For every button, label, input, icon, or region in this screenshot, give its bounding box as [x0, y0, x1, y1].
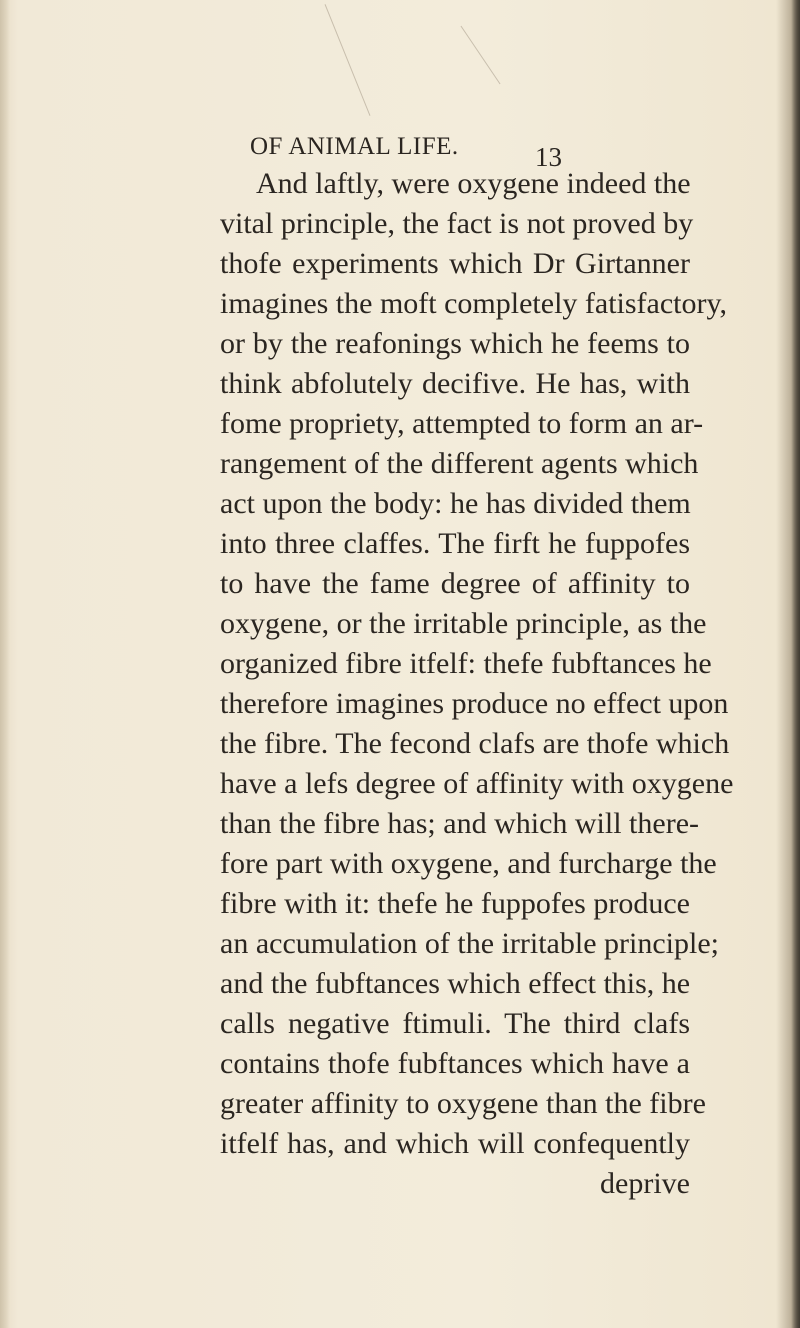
text-line: organized fibre itfelf: thefe fubftances he — [220, 647, 712, 680]
running-title: OF ANIMAL LIFE. — [250, 133, 459, 160]
text-line: act upon the body: he has divided them — [220, 487, 691, 520]
text-line: fibre with it: thefe he fuppofes produce — [220, 887, 690, 920]
text-line: have a lefs degree of affinity with oxygene — [220, 767, 734, 800]
text-line: thofe experiments which Dr Girtanner — [220, 247, 690, 280]
text-line: contains thofe fubftances which have a — [220, 1047, 690, 1080]
text-line: therefore imagines produce no effect upon — [220, 687, 729, 720]
text-line: or by the reafonings which he feems to — [220, 327, 690, 360]
text-line: into three claffes. The firft he fuppofes — [220, 527, 690, 560]
text-line: and the fubftances which effect this, he — [220, 967, 691, 1000]
text-line: to have the fame degree of affinity to — [220, 567, 690, 600]
text-line: fore part with oxygene, and furcharge the — [220, 847, 717, 880]
text-line: rangement of the different agents which — [220, 447, 699, 480]
text-line: think abfolutely decifive. He has, with — [220, 367, 690, 400]
text-line: an accumulation of the irritable principle; — [220, 927, 719, 960]
text-line: fome propriety, attempted to form an ar- — [220, 407, 704, 440]
text-line: oxygene, or the irritable principle, as the — [220, 607, 707, 640]
text-line: vital principle, the fact is not proved by — [220, 207, 694, 240]
text-line: greater affinity to oxygene than the fibre — [220, 1087, 706, 1120]
text-line: calls negative ftimuli. The third clafs — [220, 1007, 690, 1040]
text-line: And laftly, were oxygene indeed the — [256, 167, 691, 200]
text-line: than the fibre has; and which will there- — [220, 807, 700, 840]
text-line: the fibre. The fecond clafs are thofe which — [220, 727, 730, 760]
page-number: 13 — [535, 142, 562, 172]
catchword: deprive — [600, 1167, 690, 1200]
text-line: imagines the moft completely fatisfactory, — [220, 287, 728, 320]
text-line: itfelf has, and which will confequently — [220, 1127, 690, 1160]
